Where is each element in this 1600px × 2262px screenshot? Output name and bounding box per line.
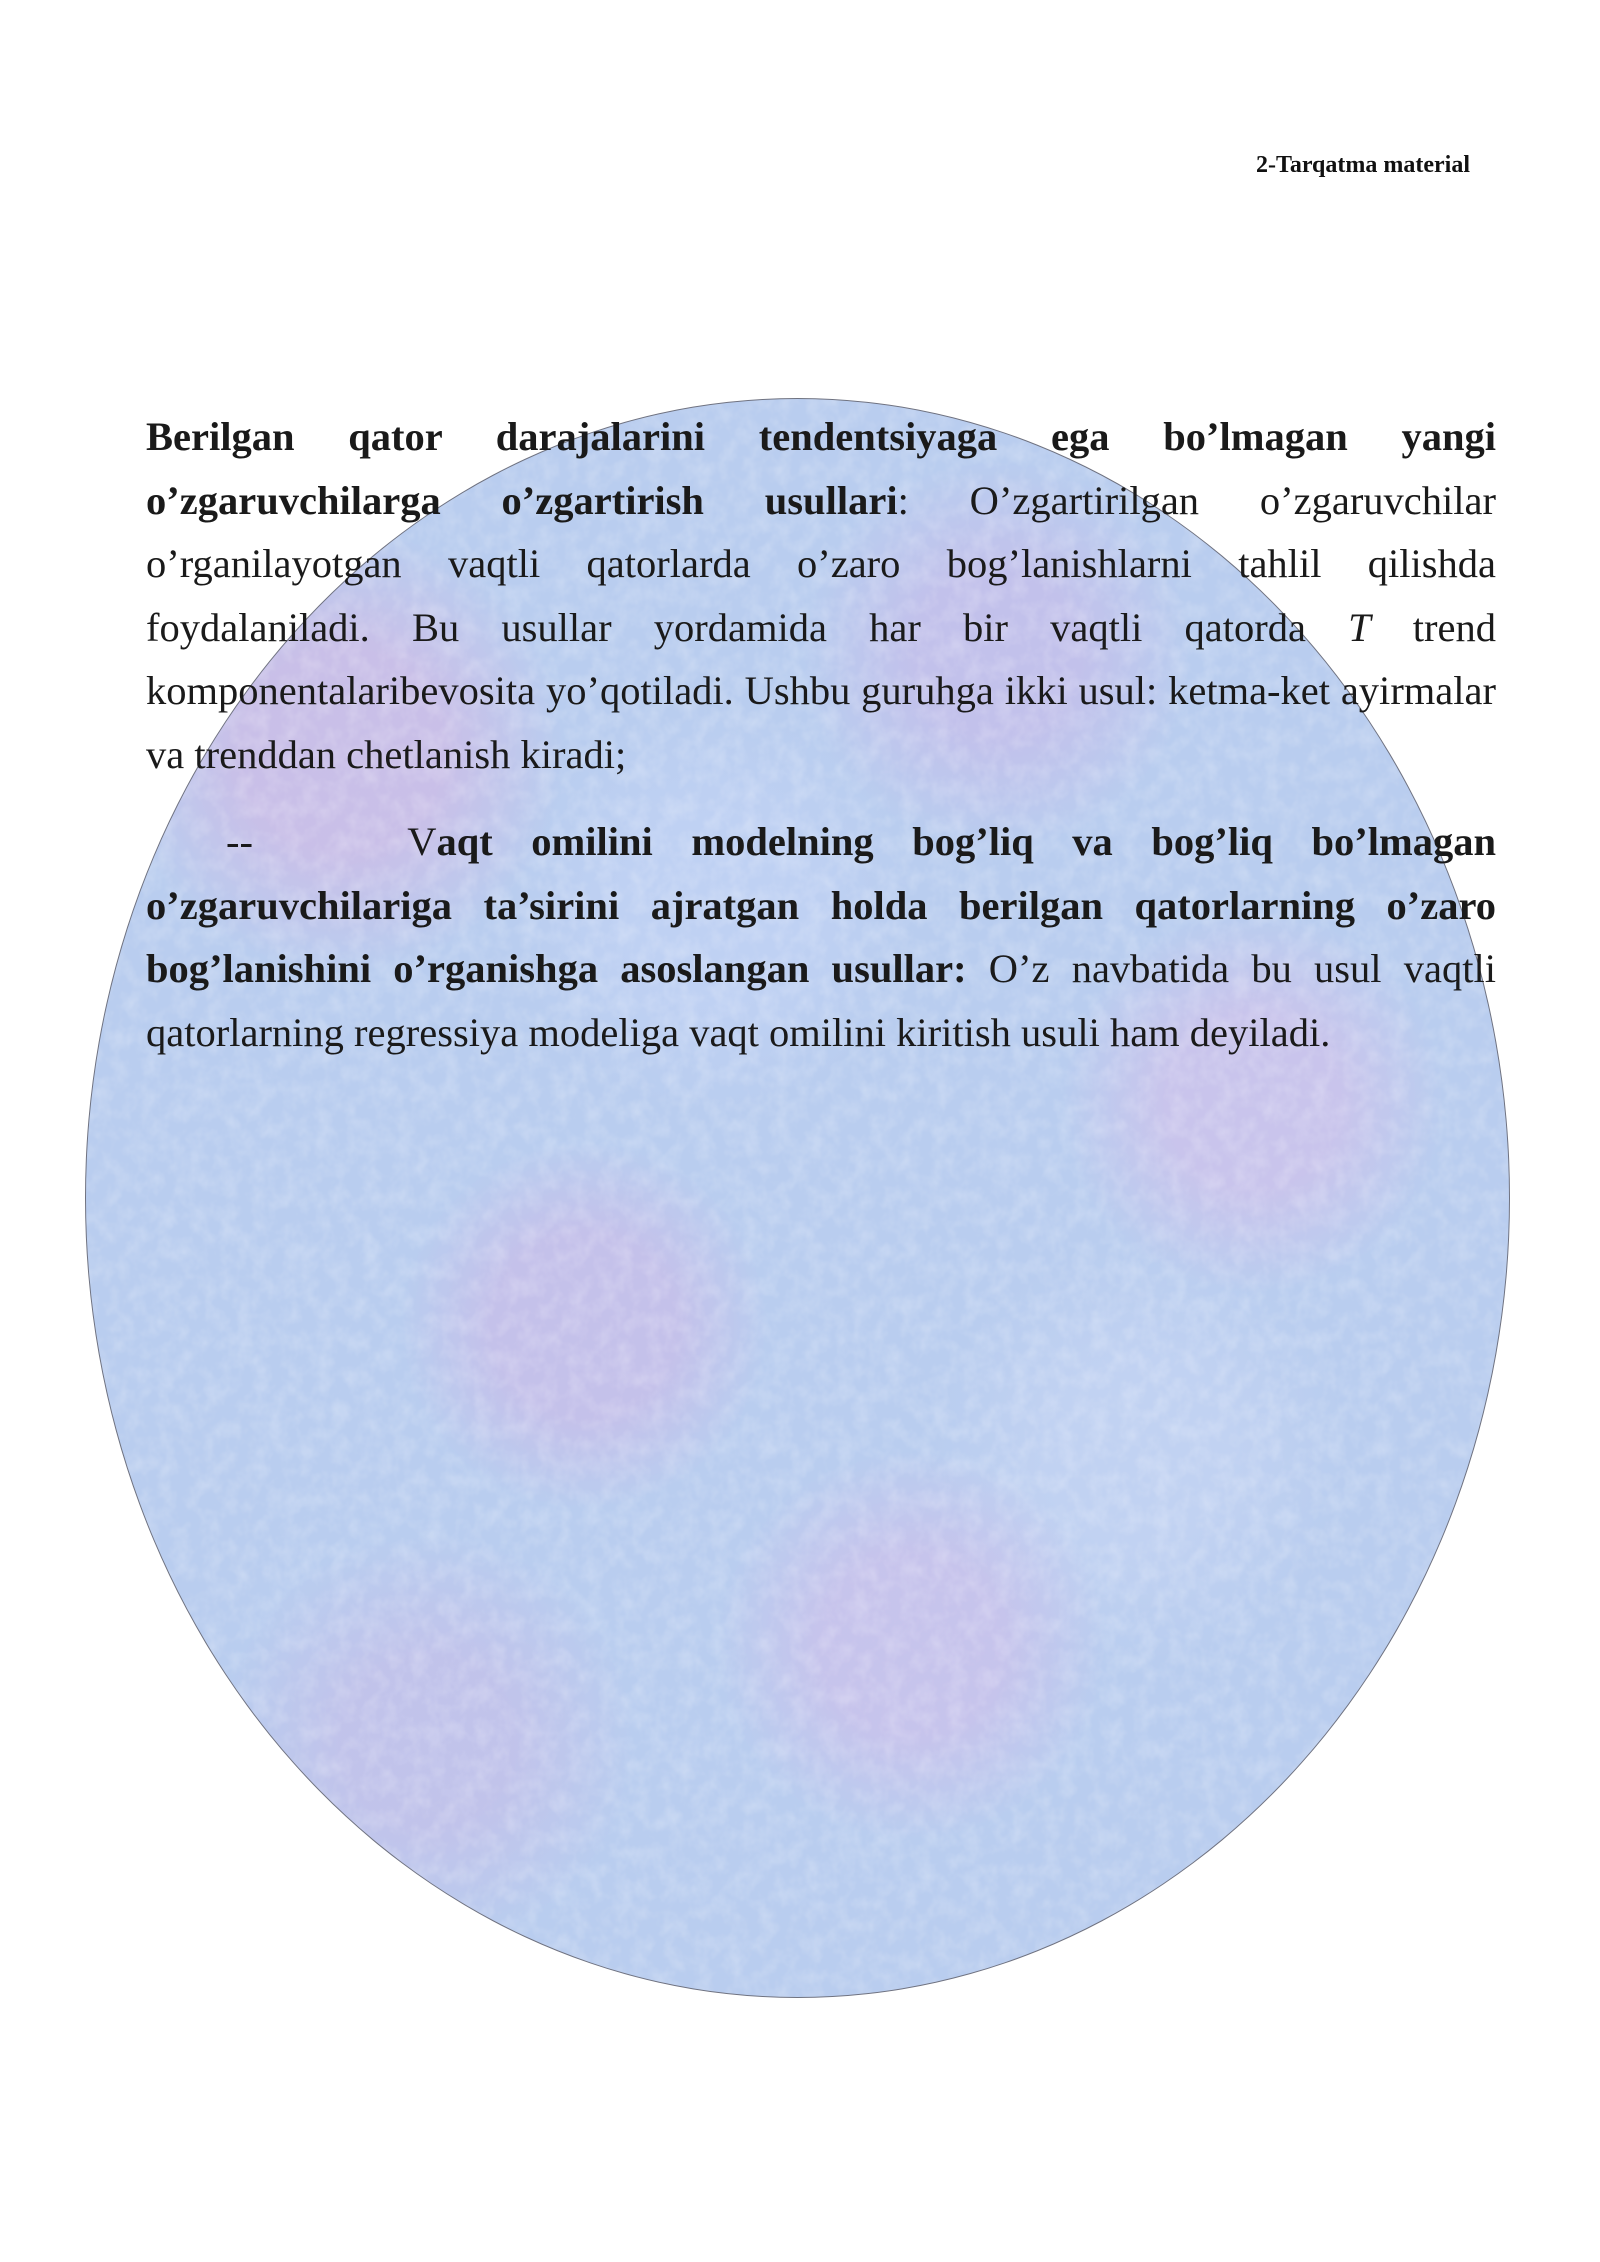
variable-t: T: [1348, 604, 1371, 650]
paragraph-2-text: O’z navbatida bu usul vaqtli qatorlarning regressiya modeliga vaqt omilini kiritish usuli ham deyiladi.: [146, 946, 1496, 1055]
document-body: [146, 405, 1496, 1064]
paragraph-2-dash: --: [226, 819, 253, 864]
paragraph-transformation-methods: [146, 405, 1496, 786]
paragraph-1-text-start: O’zgartirilgan o’zgaruvchilar o’rganilayotgan vaqtli qatorlarda o’zaro bog’lanishlarni tahlil qilishda foydalaniladi. Bu usullar yordamida har bir vaqtli qatorda: [146, 477, 1496, 650]
paragraph-2-first-letter: V: [407, 819, 437, 864]
paragraph-time-factor-methods: [146, 810, 1496, 1064]
paragraph-1-bold-heading: Berilgan qator darajalarini tendentsiyaga ega bo’lmagan yangi o’zgaruvchilarga o’zgartirish usullari: [146, 414, 1496, 523]
paragraph-2-bold-heading: aqt omilini modelning bog’liq va bog’liq bo’lmagan o’zgaruvchilariga ta’sirini ajratgan holda berilgan qatorlarning o’zaro bog’lanishini o’rganishga asoslangan usullar:: [146, 819, 1496, 991]
handout-label: 2-Tarqatma material: [1256, 152, 1470, 178]
paragraph-1-text-end: trend komponentalaribevosita yo’qotiladi. Ushbu guruhga ikki usul: ketma-ket ayirmalar va trenddan chetlanish kiradi;: [146, 604, 1496, 777]
paragraph-1-colon: :: [897, 477, 909, 523]
